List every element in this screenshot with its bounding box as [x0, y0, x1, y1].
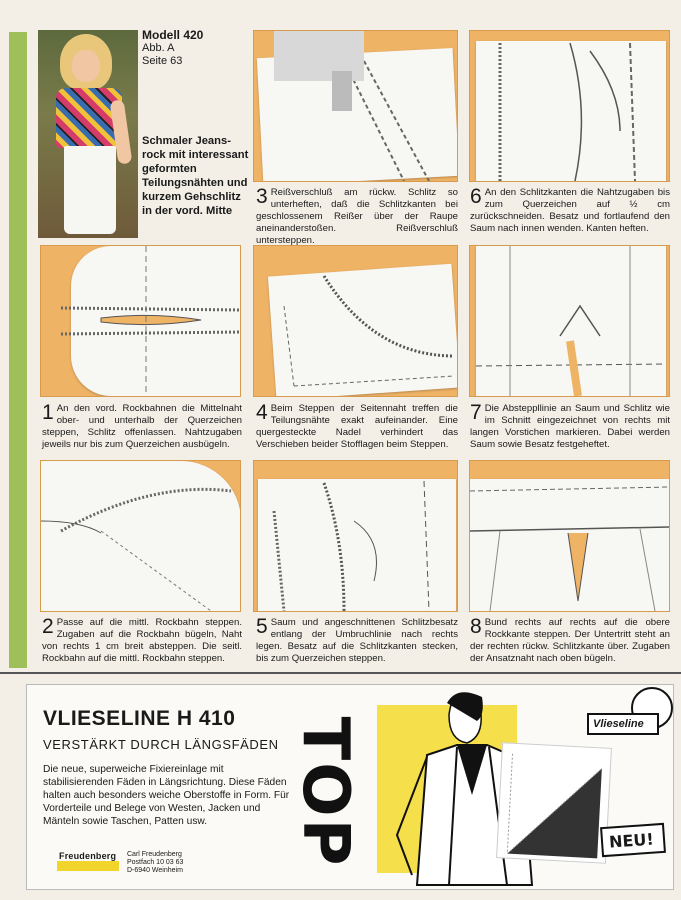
step-8-image	[469, 460, 670, 612]
step-6-image	[469, 30, 670, 182]
step-3-caption: 3 Reißverschluß am rückw. Schlitz so unterheften, daß die Schlitzkanten bei geschlossenem Reißer über der Raupe aneinanderstoßen. Reißverschluß untersteppen.	[256, 185, 458, 246]
step-1-caption: 1 An den vord. Rockbahnen die Mittelnaht ober- und unterhalb der Querzeichen steppen, Schlitz offenlassen. Nahtzugaben jeweils nur bis zum Querzeichen ausbügeln.	[42, 401, 242, 450]
company-address: Carl Freudenberg Postfach 10 03 63 D-6940 Weinheim	[127, 851, 184, 874]
green-accent-bar	[9, 32, 27, 668]
step-7-image	[469, 245, 670, 397]
top-headline: TOP	[288, 716, 362, 868]
step-6-caption: 6 An den Schlitzkanten die Nahtzugaben bis zum Querzeichen auf ½ cm zurückschneiden. Besatz und fortlaufend den Saum nach innen wenden. Kanten heften.	[470, 185, 670, 234]
fabric-swatch	[496, 742, 612, 864]
step-5-caption: 5 Saum und angeschnittenen Schlitzbesatz entlang der Umbruchlinie nach rechts legen. Besatz auf die Schlitzkanten stecken, bis zum Querzeichen steppen.	[256, 615, 458, 664]
step-7-caption: 7 Die Absteppllinie an Saum und Schlitz wie im Schnitt eingezeichnet von rechts mit langen Vorstichen markieren. Dabei werden Saum sowie Besatz festgeheftet.	[470, 401, 670, 450]
ad-subtitle: VERSTÄRKT DURCH LÄNGSFÄDEN	[43, 737, 279, 752]
model-description: Schmaler Jeans-rock mit interessant geformten Teilungsnähten und kurzem Gehschlitz in der vord. Mitte	[142, 135, 249, 217]
new-badge: NEU!	[600, 823, 666, 857]
step-5-image	[253, 460, 458, 612]
model-photo	[38, 30, 138, 238]
step-2-caption: 2 Passe auf die mittl. Rockbahn steppen. Zugaben auf die Rockbahn bügeln, Naht von rechts 1 cm breit absteppen. Die seitl. Rockbahn auf die mittl. Rockbahn steppen.	[42, 615, 242, 664]
step-1-image	[40, 245, 241, 397]
vlieseline-advertisement	[26, 684, 674, 890]
ad-body-text: Die neue, superweiche Fixiereinlage mit stabilisierenden Fäden in Längsrichtung. Diese Fäden halten auch besonders weiche Oberstoffe in Form. Für Vorderteile und Belege von Westen, Jacken und Mänteln sowie Taschen, Patten usw.	[43, 764, 290, 827]
section-divider	[0, 672, 681, 674]
ad-title: VLIESELINE H 410	[43, 707, 236, 730]
step-8-caption: 8 Bund rechts auf rechts auf die obere Rockkante steppen. Der Untertritt steht an der rechten rückw. Schlitzkante über. Zugaben der Ansatznaht nach oben bügeln.	[470, 615, 670, 664]
page-ref: Seite 63	[142, 55, 183, 67]
step-2-image	[40, 460, 241, 612]
freudenberg-logo: Freudenberg	[57, 851, 119, 877]
vlieseline-logo: Vlieseline	[587, 713, 659, 735]
model-info	[142, 29, 250, 68]
step-4-caption: 4 Beim Steppen der Seitennaht treffen die Teilungsnähte exakt aufeinander. Eine quergesteckte Nadel verhindert das Verschieben beider Stofflagen beim Steppen.	[256, 401, 458, 450]
step-4-image	[253, 245, 458, 397]
figure-ref: Abb. A	[142, 42, 175, 54]
model-number: Modell 420	[142, 28, 204, 42]
step-3-image	[253, 30, 458, 182]
